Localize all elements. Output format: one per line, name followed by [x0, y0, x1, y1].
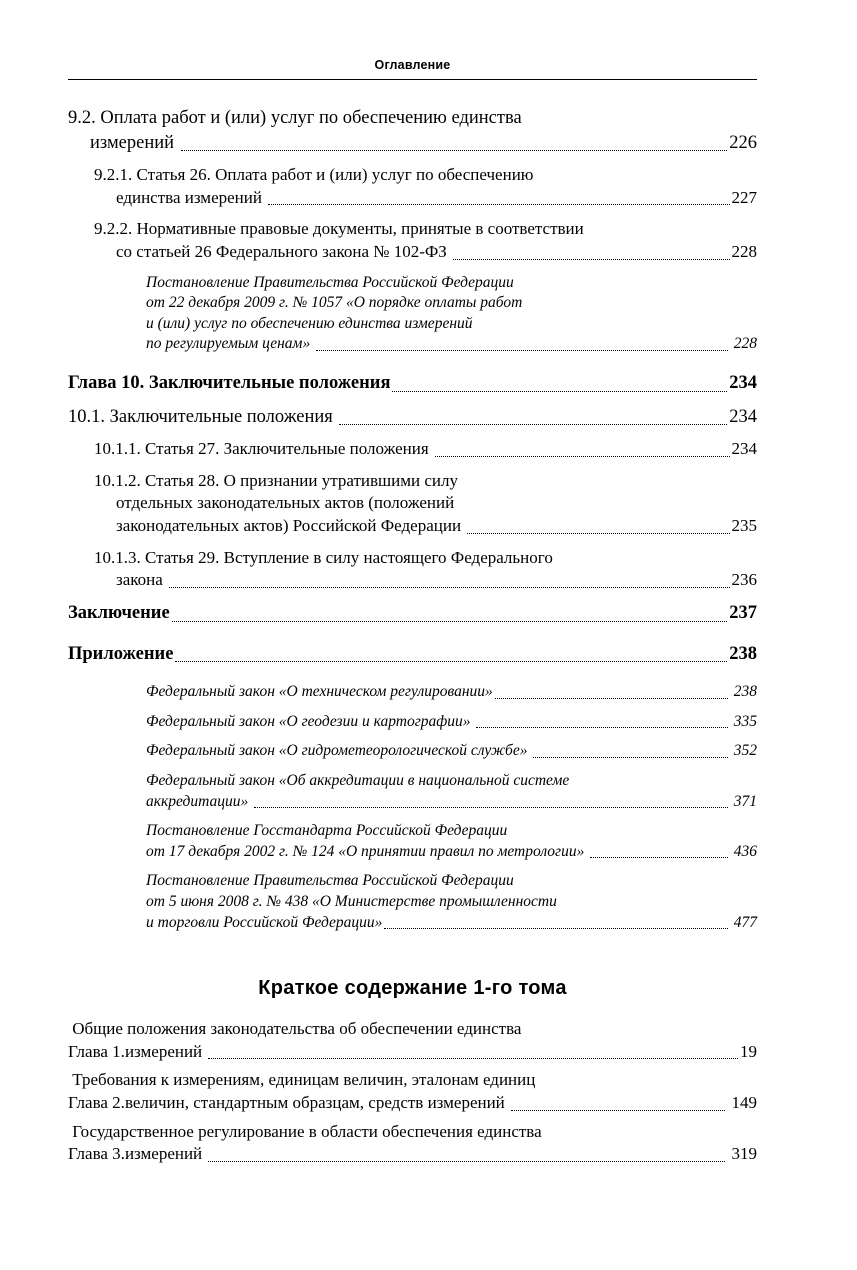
header-rule [68, 79, 757, 80]
toc-entry-leader-row [146, 792, 757, 813]
toc-entry-line: 9.2.2. Нормативные правовые документы, принятые в соответствии [94, 219, 584, 239]
toc-entry-leader-row [146, 741, 757, 762]
toc-page-number: 19 [740, 1041, 757, 1061]
toc-entry-title: Глава 10. Заключительные положения [68, 373, 391, 394]
toc-entry[interactable] [94, 470, 757, 538]
dot-leader [208, 1161, 725, 1162]
toc-page-number: 335 [729, 712, 757, 730]
toc-page-number: 226 [729, 132, 757, 153]
toc-entry-title: законодательных актов) Российской Федерации [116, 516, 466, 536]
dot-leader [476, 727, 727, 728]
toc-entry-title: Глава 2.величин, стандартным образцам, средств измерений [68, 1093, 510, 1113]
table-of-contents [68, 106, 757, 933]
dot-leader [384, 928, 727, 929]
dot-leader [181, 150, 728, 151]
toc-entry-title: Глава 1.измерений [68, 1041, 207, 1061]
toc-entry-leader-row [68, 1092, 757, 1115]
toc-entry-line: Общие положения законодательства об обеспечении единства [68, 1019, 522, 1039]
toc-entry-line: 10.1.2. Статья 28. О признании утратившими силу [94, 470, 458, 490]
toc-page-number: 235 [731, 516, 757, 536]
toc-entry-leader-row [94, 187, 757, 210]
toc-entry-title: Приложение [68, 643, 174, 664]
toc-entry[interactable] [94, 164, 757, 209]
dot-leader [467, 533, 729, 534]
toc-entry-leader-row [68, 405, 757, 430]
dot-leader [208, 1058, 738, 1059]
toc-entry[interactable] [68, 371, 757, 396]
toc-entry[interactable] [68, 601, 757, 626]
toc-entry-title: единства измерений [116, 187, 267, 207]
volume-summary-list [68, 1018, 757, 1166]
toc-entry-line: 10.1.3. Статья 29. Вступление в силу настоящего Федерального [94, 547, 553, 567]
toc-page-number: 234 [729, 373, 757, 394]
toc-entry-title: Глава 3.измерений [68, 1144, 207, 1164]
dot-leader [254, 807, 728, 808]
toc-entry-title: от 17 декабря 2002 г. № 124 «О принятии правил по метрологии» [146, 842, 589, 860]
toc-entry-leader-row [68, 131, 757, 156]
dot-leader [392, 391, 727, 392]
toc-entry-chapter-label: Глава 2. [68, 1093, 125, 1113]
toc-page-number: 352 [729, 742, 757, 760]
toc-entry-leader-row [68, 1143, 757, 1166]
toc-entry-title: закона [116, 570, 168, 590]
toc-entry[interactable] [94, 218, 757, 263]
dot-leader [533, 757, 728, 758]
toc-entry-title: измерений [90, 132, 179, 153]
toc-entry[interactable] [68, 1069, 757, 1114]
toc-entry-leader-row [68, 1041, 757, 1064]
toc-entry-leader-row [94, 241, 757, 264]
running-head: Оглавление [374, 58, 451, 72]
dot-leader [453, 259, 729, 260]
toc-entry[interactable] [68, 405, 757, 430]
toc-entry-leader-row [146, 913, 757, 934]
toc-entry-line: 9.2. Оплата работ и (или) услуг по обеспечению единства [68, 108, 522, 128]
toc-entry-leader-row [94, 569, 757, 592]
toc-entry-line: Постановление Госстандарта Российской Федерации [146, 822, 508, 840]
dot-leader [268, 204, 729, 205]
toc-entry-title: со статьей 26 Федерального закона № 102-ФЗ [116, 242, 452, 262]
toc-page-number: 234 [729, 406, 757, 427]
toc-entry-leader-row [94, 438, 757, 461]
toc-entry-line: и (или) услуг по обеспечению единства измерений [146, 314, 473, 332]
toc-entry-leader-row [68, 601, 757, 626]
toc-entry-chapter-label: Глава 3. [68, 1144, 125, 1164]
toc-entry-chapter-label: Глава 1. [68, 1041, 125, 1061]
toc-entry-title: по регулируемым ценам» [146, 335, 315, 353]
toc-entry-title: 10.1.1. Статья 27. Заключительные положения [94, 439, 433, 459]
dot-leader [339, 424, 727, 425]
dot-leader [172, 621, 728, 622]
toc-entry-line: 9.2.1. Статья 26. Оплата работ и (или) услуг по обеспечению [94, 165, 534, 185]
toc-entry[interactable] [94, 438, 757, 461]
toc-page-number: 436 [729, 842, 757, 860]
toc-entry[interactable] [94, 547, 757, 592]
toc-entry-line: отдельных законодательных актов (положений [116, 493, 455, 513]
toc-page-number: 319 [727, 1144, 757, 1164]
toc-page-number: 477 [729, 913, 757, 931]
toc-entry-line: от 22 декабря 2009 г. № 1057 «О порядке оплаты работ [146, 294, 523, 312]
toc-entry-title: Федеральный закон «О геодезии и картографии» [146, 712, 475, 730]
dot-leader [511, 1110, 725, 1111]
toc-page-number: 228 [731, 242, 757, 262]
toc-entry-title: 10.1. Заключительные положения [68, 406, 338, 427]
toc-page-number: 237 [729, 602, 757, 623]
toc-page-number: 227 [731, 187, 757, 207]
toc-page-number: 228 [729, 335, 757, 353]
toc-entry[interactable] [146, 871, 757, 933]
toc-entry-line: от 5 июня 2008 г. № 438 «О Министерстве промышленности [146, 892, 557, 910]
dot-leader [175, 661, 727, 662]
toc-entry-title: и торговли Российской Федерации» [146, 913, 383, 931]
toc-entry[interactable] [146, 712, 757, 733]
dot-leader [316, 350, 728, 351]
toc-entry[interactable] [146, 821, 757, 862]
toc-entry-leader-row [146, 842, 757, 863]
toc-entry-leader-row [146, 682, 757, 703]
toc-entry[interactable] [146, 273, 757, 355]
toc-entry-leader-row [68, 371, 757, 396]
toc-entry[interactable] [68, 1121, 757, 1166]
toc-page-number: 371 [729, 792, 757, 810]
toc-entry[interactable] [146, 682, 757, 703]
section-title-volume-summary: Краткое содержание 1-го тома [258, 977, 567, 1000]
toc-entry-leader-row [68, 642, 757, 667]
toc-entry-leader-row [146, 712, 757, 733]
dot-leader [590, 857, 728, 858]
toc-entry-line: Федеральный закон «Об аккредитации в национальной системе [146, 771, 570, 789]
toc-page-number: 238 [729, 643, 757, 664]
dot-leader [435, 456, 730, 457]
dot-leader [495, 698, 728, 699]
toc-entry-title: аккредитации» [146, 792, 253, 810]
toc-entry-title: Федеральный закон «О гидрометеорологической службе» [146, 742, 532, 760]
toc-page-number: 234 [731, 439, 757, 459]
toc-entry-leader-row [94, 515, 757, 538]
toc-entry[interactable] [68, 642, 757, 667]
dot-leader [169, 587, 729, 588]
toc-entry-title: Федеральный закон «О техническом регулировании» [146, 683, 493, 701]
toc-page-number: 149 [727, 1093, 757, 1113]
toc-entry-line: Требования к измерениям, единицам величин, эталонам единиц [68, 1070, 536, 1090]
toc-entry-line: Постановление Правительства Российской Федерации [146, 273, 514, 291]
toc-entry-line: Постановление Правительства Российской Федерации [146, 872, 514, 890]
toc-page-number: 238 [729, 683, 757, 701]
toc-entry[interactable] [68, 1018, 757, 1063]
toc-entry-title: Заключение [68, 602, 170, 623]
toc-page-number: 236 [731, 570, 757, 590]
toc-entry-leader-row [146, 334, 757, 355]
toc-entry-line: Государственное регулирование в области обеспечения единства [68, 1121, 542, 1141]
toc-entry[interactable] [146, 741, 757, 762]
toc-entry[interactable] [68, 106, 757, 155]
toc-entry[interactable] [146, 771, 757, 812]
